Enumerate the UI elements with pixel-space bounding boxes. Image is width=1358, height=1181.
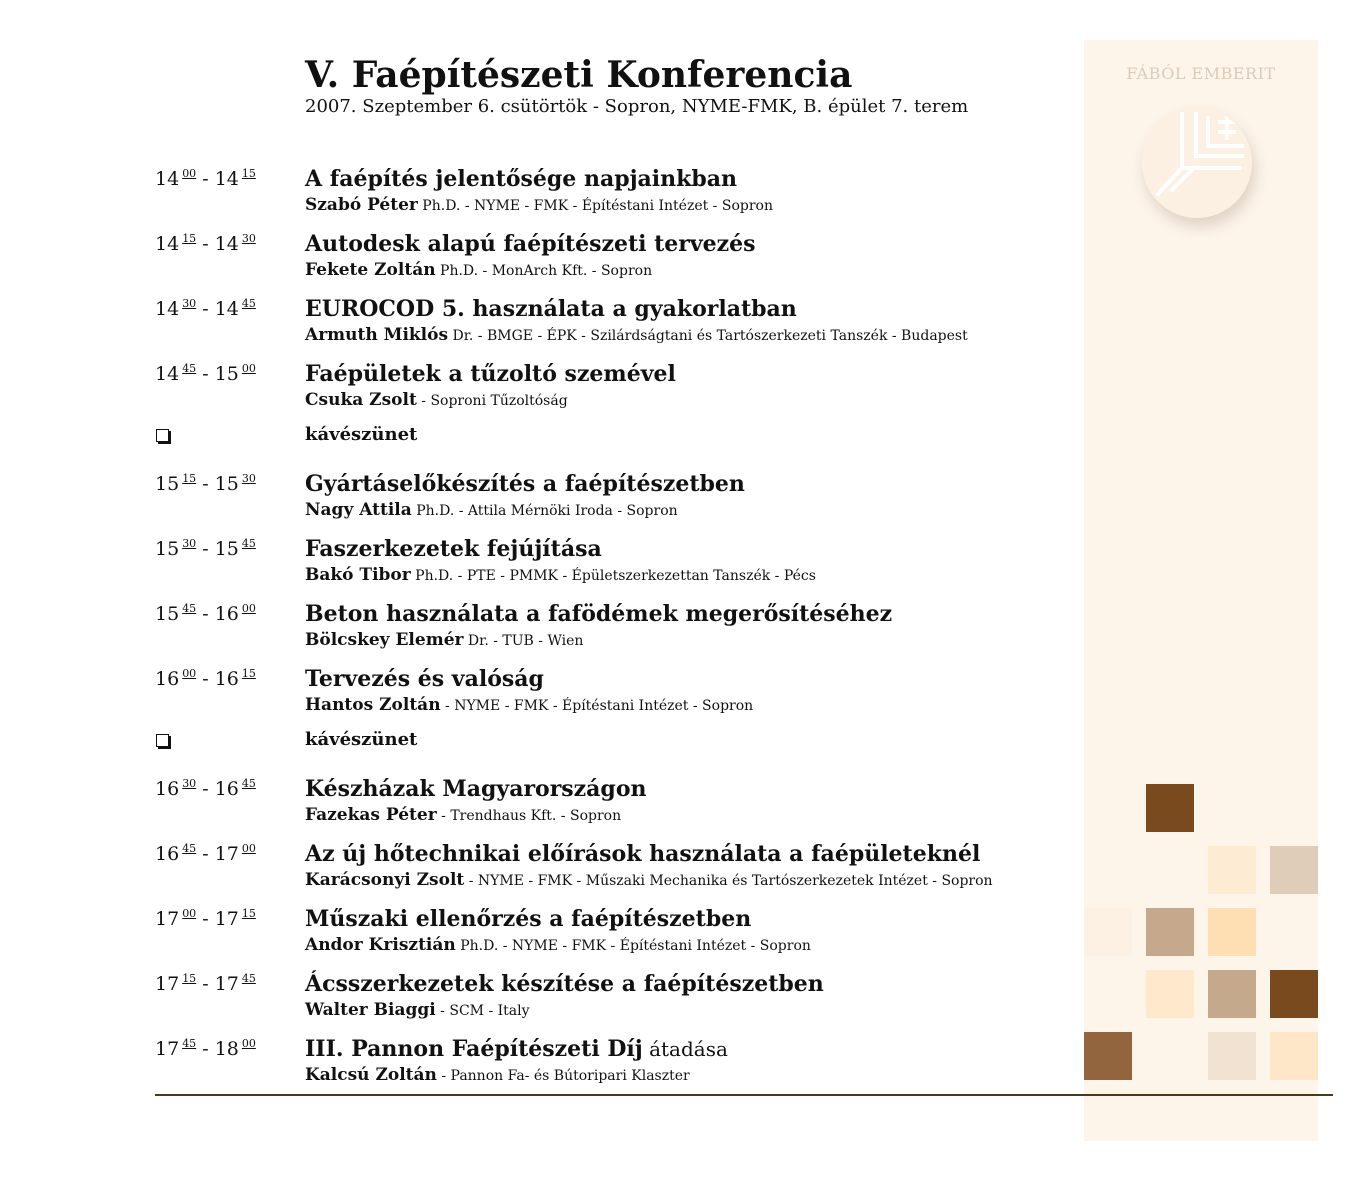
start-minute: 00 [182, 167, 197, 180]
end-hour: 16 [214, 778, 239, 800]
decorative-square [1146, 908, 1194, 956]
time-separator: - [196, 363, 215, 385]
time-range [155, 667, 256, 694]
start-minute: 30 [182, 777, 197, 790]
speaker-affiliation: Dr. - TUB - Wien [463, 633, 584, 649]
talk-title [305, 231, 756, 257]
talk-title-text: Gyártáselőkészítés a faépítészetben [305, 471, 745, 497]
talk-title [305, 841, 980, 867]
start-hour: 14 [155, 363, 180, 385]
end-minute: 30 [241, 472, 256, 485]
start-hour: 14 [155, 298, 180, 320]
talk-title [305, 536, 602, 562]
time-separator: - [196, 1038, 215, 1060]
speaker-line [305, 259, 652, 282]
start-minute: 30 [182, 537, 197, 550]
start-minute: 45 [182, 602, 197, 615]
end-minute: 00 [241, 362, 256, 375]
time-range [155, 972, 256, 999]
speaker-affiliation: Ph.D. - MonArch Kft. - Sopron [435, 263, 653, 279]
time-range [155, 1037, 256, 1064]
speaker-affiliation: - Pannon Fa- és Bútoripari Klaszter [436, 1068, 690, 1084]
speaker-affiliation: Ph.D. - NYME - FMK - Építéstani Intézet - Sopron [455, 938, 811, 954]
start-hour: 17 [155, 1038, 180, 1060]
talk-title-text: Autodesk alapú faépítészeti tervezés [305, 231, 756, 257]
end-hour: 14 [214, 168, 239, 190]
start-minute: 45 [182, 842, 197, 855]
talk-title-text: Faszerkezetek fejújítása [305, 536, 602, 562]
speaker-line [305, 804, 621, 827]
end-minute: 30 [241, 232, 256, 245]
end-hour: 17 [214, 973, 239, 995]
start-hour: 16 [155, 668, 180, 690]
start-hour: 16 [155, 843, 180, 865]
speaker-affiliation: Dr. - BMGE - ÉPK - Szilárdságtani és Tartószerkezeti Tanszék - Budapest [448, 328, 968, 344]
start-minute: 00 [182, 907, 197, 920]
speaker-line [305, 694, 753, 717]
time-separator: - [196, 538, 215, 560]
speaker-line [305, 194, 773, 217]
start-hour: 16 [155, 778, 180, 800]
break-label: kávészünet [305, 729, 418, 750]
decorative-square [1208, 908, 1256, 956]
end-hour: 15 [214, 538, 239, 560]
end-minute: 15 [241, 907, 256, 920]
tree-building-logo-icon [1142, 108, 1252, 218]
speaker-name: Bölcskey Elemér [305, 630, 464, 650]
speaker-name: Csuka Zsolt [305, 390, 417, 410]
talk-title [305, 971, 824, 997]
start-minute: 45 [182, 362, 197, 375]
start-minute: 15 [182, 232, 197, 245]
end-hour: 17 [214, 843, 239, 865]
decorative-square [1208, 1032, 1256, 1080]
start-hour: 14 [155, 168, 180, 190]
speaker-name: Bakó Tibor [305, 565, 411, 585]
end-hour: 16 [214, 668, 239, 690]
end-minute: 45 [241, 972, 256, 985]
end-hour: 17 [214, 908, 239, 930]
time-range [155, 472, 256, 499]
speaker-name: Andor Krisztián [305, 935, 456, 955]
start-hour: 17 [155, 908, 180, 930]
speaker-name: Kalcsú Zoltán [305, 1065, 437, 1085]
speaker-line [305, 1064, 690, 1087]
talk-title [305, 666, 544, 692]
start-hour: 15 [155, 473, 180, 495]
time-range [155, 602, 256, 629]
time-separator: - [196, 298, 215, 320]
start-minute: 15 [182, 472, 197, 485]
speaker-line [305, 999, 530, 1022]
decorative-square [1270, 970, 1318, 1018]
talk-title-text: Beton használata a fafödémek megerősítéséhez [305, 601, 893, 627]
decorative-square [1084, 908, 1132, 956]
brand-text: FÁBÓL EMBERIT [1126, 64, 1276, 83]
speaker-name: Nagy Attila [305, 500, 412, 520]
time-range [155, 777, 256, 804]
time-range [155, 167, 256, 194]
talk-title [305, 166, 737, 192]
speaker-name: Szabó Péter [305, 195, 418, 215]
talk-title-text: EUROCOD 5. használata a gyakorlatban [305, 296, 797, 322]
time-separator: - [196, 668, 215, 690]
decorative-square [1270, 1032, 1318, 1080]
time-range [155, 362, 256, 389]
speaker-name: Fazekas Péter [305, 805, 437, 825]
talk-title-text: Műszaki ellenőrzés a faépítészetben [305, 906, 752, 932]
decorative-square [1270, 846, 1318, 894]
start-minute: 45 [182, 1037, 197, 1050]
talk-title-text: Készházak Magyarországon [305, 776, 647, 802]
time-separator: - [196, 168, 215, 190]
start-minute: 15 [182, 972, 197, 985]
time-range [155, 232, 256, 259]
start-hour: 15 [155, 603, 180, 625]
start-hour: 14 [155, 233, 180, 255]
speaker-name: Hantos Zoltán [305, 695, 441, 715]
time-separator: - [196, 843, 215, 865]
page-subtitle: 2007. Szeptember 6. csütörtök - Sopron, NYME-FMK, B. épület 7. terem [305, 96, 969, 117]
time-separator: - [196, 908, 215, 930]
end-hour: 16 [214, 603, 239, 625]
speaker-name: Armuth Miklós [305, 325, 449, 345]
speaker-line [305, 389, 568, 412]
time-range [155, 907, 256, 934]
talk-title [305, 1036, 728, 1062]
talk-title-text: Tervezés és valóság [305, 666, 544, 692]
start-hour: 15 [155, 538, 180, 560]
speaker-affiliation: - NYME - FMK - Műszaki Mechanika és Tartószerkezetek Intézet - Sopron [464, 873, 993, 889]
speaker-line [305, 499, 678, 522]
speaker-line [305, 869, 993, 892]
page-title: V. Faépítészeti Konferencia [305, 54, 853, 96]
speaker-line [305, 564, 816, 587]
decorative-square [1084, 1032, 1132, 1080]
speaker-affiliation: - SCM - Italy [435, 1003, 530, 1019]
speaker-affiliation: - Soproni Tűzoltóság [416, 393, 568, 409]
talk-title-text: A faépítés jelentősége napjainkban [305, 166, 738, 192]
time-range [155, 842, 256, 869]
decorative-square [1208, 970, 1256, 1018]
sidebar-panel [1084, 40, 1318, 1141]
speaker-line [305, 324, 968, 347]
start-minute: 00 [182, 667, 197, 680]
end-hour: 18 [214, 1038, 239, 1060]
page-header [305, 52, 968, 118]
end-minute: 45 [241, 777, 256, 790]
decorative-square [1146, 784, 1194, 832]
end-minute: 00 [241, 602, 256, 615]
decorative-square [1146, 970, 1194, 1018]
speaker-name: Fekete Zoltán [305, 260, 436, 280]
talk-title-text: Faépületek a tűzoltó szemével [305, 361, 676, 387]
talk-title-text: III. Pannon Faépítészeti Díj [305, 1036, 643, 1062]
end-minute: 45 [241, 537, 256, 550]
speaker-line [305, 629, 583, 652]
speaker-affiliation: Ph.D. - PTE - PMMK - Épületszerkezettan Tanszék - Pécs [410, 568, 816, 584]
talk-title-text: Ácsszerkezetek készítése a faépítészetben [305, 971, 824, 997]
end-hour: 15 [214, 363, 239, 385]
speaker-affiliation: - NYME - FMK - Építéstani Intézet - Sopron [440, 698, 754, 714]
end-hour: 15 [214, 473, 239, 495]
time-separator: - [196, 778, 215, 800]
talk-title [305, 601, 892, 627]
end-hour: 14 [214, 233, 239, 255]
talk-title [305, 471, 745, 497]
speaker-name: Karácsonyi Zsolt [305, 870, 465, 890]
speaker-affiliation: Ph.D. - Attila Mérnöki Iroda - Sopron [411, 503, 678, 519]
time-range [155, 297, 256, 324]
start-hour: 17 [155, 973, 180, 995]
bottom-rule [155, 1094, 1333, 1096]
speaker-name: Walter Biaggi [305, 1000, 436, 1020]
end-minute: 00 [241, 842, 256, 855]
start-minute: 30 [182, 297, 197, 310]
talk-title-suffix: átadása [642, 1037, 728, 1061]
end-minute: 45 [241, 297, 256, 310]
talk-title [305, 296, 797, 322]
time-separator: - [196, 973, 215, 995]
decorative-square [1208, 846, 1256, 894]
talk-title [305, 361, 676, 387]
end-minute: 15 [241, 167, 256, 180]
time-range [155, 537, 256, 564]
time-separator: - [196, 473, 215, 495]
end-minute: 15 [241, 667, 256, 680]
talk-title [305, 906, 751, 932]
checkbox-icon [156, 734, 169, 747]
speaker-line [305, 934, 811, 957]
speaker-affiliation: Ph.D. - NYME - FMK - Építéstani Intézet - Sopron [417, 198, 773, 214]
end-minute: 00 [241, 1037, 256, 1050]
talk-title [305, 776, 646, 802]
break-label: kávészünet [305, 424, 418, 445]
end-hour: 14 [214, 298, 239, 320]
time-separator: - [196, 233, 215, 255]
checkbox-icon [156, 429, 169, 442]
talk-title-text: Az új hőtechnikai előírások használata a faépületeknél [305, 841, 981, 867]
speaker-affiliation: - Trendhaus Kft. - Sopron [436, 808, 622, 824]
time-separator: - [196, 603, 215, 625]
